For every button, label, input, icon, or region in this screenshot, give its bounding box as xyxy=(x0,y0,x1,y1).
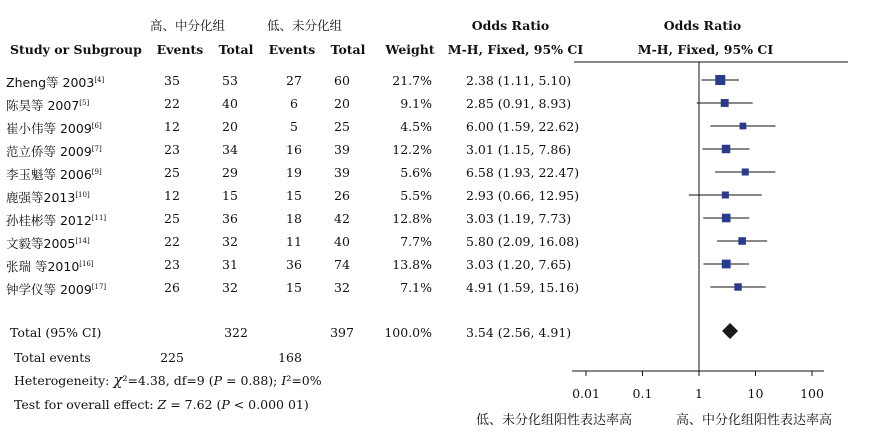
plot-method-column-header: M-H, Fixed, 95% CI xyxy=(637,42,774,57)
i2-value: ²=0% xyxy=(286,373,322,388)
total1-cell: 40 xyxy=(222,96,238,111)
events1-cell: 26 xyxy=(164,280,180,295)
study-reference: [7] xyxy=(91,145,102,153)
weight-cell: 12.2% xyxy=(392,142,432,157)
total1-cell: 15 xyxy=(222,188,238,203)
total1-cell: 34 xyxy=(222,142,238,157)
z-value: = 7.62 ( xyxy=(166,397,222,412)
total2-column-header: Total xyxy=(330,42,366,57)
total2-cell: 60 xyxy=(334,73,350,88)
total2-cell: 32 xyxy=(334,280,350,295)
odds-ratio-header-left: Odds Ratio xyxy=(471,18,550,33)
x-axis-tick-label: 100 xyxy=(800,386,824,401)
events1-cell: 23 xyxy=(164,142,180,157)
study-label: 崔小伟等 2009 xyxy=(6,121,92,136)
total1-cell: 29 xyxy=(222,165,238,180)
events2-cell: 11 xyxy=(286,234,302,249)
weight-cell: 5.6% xyxy=(400,165,432,180)
x-axis-tick-label: 10 xyxy=(747,386,764,401)
odds-ratio-header-right: Odds Ratio xyxy=(663,18,742,33)
events1-cell: 35 xyxy=(164,73,180,88)
total-label: Total (95% CI) xyxy=(10,325,102,340)
weight-cell: 21.7% xyxy=(392,73,432,88)
study-reference: [4] xyxy=(94,76,105,84)
total2-cell: 39 xyxy=(334,142,350,157)
weight-column-header: Weight xyxy=(385,42,435,57)
effect-marker xyxy=(734,283,741,290)
events2-cell: 27 xyxy=(286,73,302,88)
effect-marker xyxy=(740,123,747,130)
events1-cell: 25 xyxy=(164,165,180,180)
ci-text-cell: 5.80 (2.09, 16.08) xyxy=(466,234,580,249)
total2-cell: 20 xyxy=(334,96,350,111)
total-weight: 100.0% xyxy=(384,325,432,340)
study-label: 李玉魁等 2006 xyxy=(6,167,92,182)
total-events1-value: 225 xyxy=(160,350,184,365)
overall-p-value: < 0.000 01) xyxy=(229,397,309,412)
effect-marker xyxy=(738,237,746,245)
method-column-header: M-H, Fixed, 95% CI xyxy=(447,42,584,57)
weight-cell: 4.5% xyxy=(400,119,432,134)
favours-left-label: 低、未分化组阳性表达率高 xyxy=(476,413,633,428)
p-symbol: P xyxy=(213,373,223,388)
ci-text-cell: 3.03 (1.19, 7.73) xyxy=(466,211,572,226)
ci-text-cell: 6.58 (1.93, 22.47) xyxy=(466,165,580,180)
events2-cell: 15 xyxy=(286,280,302,295)
study-reference: [17] xyxy=(91,283,107,291)
study-reference: [9] xyxy=(91,168,102,176)
p-value: = 0.88); xyxy=(222,373,282,388)
study-reference: [10] xyxy=(75,191,90,199)
weight-cell: 7.1% xyxy=(400,280,432,295)
events2-cell: 6 xyxy=(290,96,298,111)
events2-cell: 18 xyxy=(286,211,302,226)
ci-text-cell: 2.93 (0.66, 12.95) xyxy=(466,188,580,203)
study-reference: [5] xyxy=(79,99,90,107)
study-label: Zheng等 2003 xyxy=(6,75,95,90)
study-reference: [14] xyxy=(75,237,90,245)
weight-cell: 7.7% xyxy=(400,234,432,249)
favours-right-label: 高、中分化组阳性表达率高 xyxy=(676,413,833,428)
study-column-header: Study or Subgroup xyxy=(10,42,142,57)
total1-cell: 36 xyxy=(222,211,238,226)
study-label: 孙桂彬等 2012 xyxy=(6,213,92,228)
total1-cell: 20 xyxy=(222,119,238,134)
events1-cell: 12 xyxy=(164,188,180,203)
study-reference: [6] xyxy=(91,122,102,130)
total2-cell: 39 xyxy=(334,165,350,180)
study-reference: [16] xyxy=(79,260,94,268)
study-label: 文毅等2005 xyxy=(6,236,76,251)
events2-cell: 36 xyxy=(286,257,302,272)
effect-marker xyxy=(722,145,730,153)
events2-cell: 16 xyxy=(286,142,302,157)
total2-cell: 40 xyxy=(334,234,350,249)
study-label: 陈昊等 2007 xyxy=(6,98,80,113)
overall-p-symbol: P xyxy=(221,397,230,412)
ci-text-cell: 2.38 (1.11, 5.10) xyxy=(466,73,572,88)
events2-cell: 15 xyxy=(286,188,302,203)
effect-marker xyxy=(722,214,731,223)
ci-text-cell: 4.91 (1.59, 15.16) xyxy=(466,280,580,295)
total2-cell: 42 xyxy=(334,211,350,226)
total1-cell: 31 xyxy=(222,257,238,272)
total1-cell: 32 xyxy=(222,280,238,295)
study-label: 钟学仪等 2009 xyxy=(6,282,92,297)
group-high-header: 高、中分化组 xyxy=(150,18,226,33)
effect-marker xyxy=(722,260,731,269)
total-events-label: Total events xyxy=(14,350,91,365)
total1-value: 322 xyxy=(224,325,248,340)
events2-cell: 19 xyxy=(286,165,302,180)
total1-column-header: Total xyxy=(218,42,254,57)
chi-symbol: χ xyxy=(113,371,123,389)
weight-cell: 13.8% xyxy=(392,257,432,272)
z-symbol: Z xyxy=(157,397,167,412)
ci-text-cell: 3.03 (1.20, 7.65) xyxy=(466,257,572,272)
effect-marker xyxy=(715,75,725,85)
i2-symbol: I xyxy=(281,373,287,388)
total2-cell: 26 xyxy=(334,188,350,203)
total2-cell: 74 xyxy=(334,257,350,272)
effect-marker xyxy=(721,99,729,107)
x-axis-tick-label: 1 xyxy=(695,386,703,401)
events2-cell: 5 xyxy=(290,119,298,134)
weight-cell: 12.8% xyxy=(392,211,432,226)
total2-value: 397 xyxy=(330,325,354,340)
effect-marker xyxy=(722,191,729,198)
x-axis-tick-label: 0.01 xyxy=(572,386,600,401)
events1-cell: 23 xyxy=(164,257,180,272)
weight-cell: 9.1% xyxy=(400,96,432,111)
group-low-header: 低、未分化组 xyxy=(267,18,343,33)
total-ci-text: 3.54 (2.56, 4.91) xyxy=(466,325,572,340)
overall-label: Test for overall effect: xyxy=(14,397,158,412)
events1-cell: 12 xyxy=(164,119,180,134)
total-events2-value: 168 xyxy=(278,350,302,365)
ci-text-cell: 6.00 (1.59, 22.62) xyxy=(466,119,580,134)
pooled-diamond xyxy=(722,323,738,339)
events1-cell: 25 xyxy=(164,211,180,226)
heterogeneity-label: Heterogeneity: xyxy=(14,373,114,388)
weight-cell: 5.5% xyxy=(400,188,432,203)
events1-cell: 22 xyxy=(164,234,180,249)
x-axis-tick-label: 0.1 xyxy=(632,386,653,401)
study-label: 范立侨等 2009 xyxy=(6,144,92,159)
total2-cell: 25 xyxy=(334,119,350,134)
events1-cell: 22 xyxy=(164,96,180,111)
study-reference: [11] xyxy=(91,214,107,222)
events1-column-header: Events xyxy=(156,42,204,57)
total1-cell: 53 xyxy=(222,73,238,88)
ci-text-cell: 3.01 (1.15, 7.86) xyxy=(466,142,572,157)
effect-marker xyxy=(742,168,749,175)
ci-text-cell: 2.85 (0.91, 8.93) xyxy=(466,96,572,111)
study-label: 张瑞 等2010 xyxy=(6,259,80,274)
chi-value: ²=4.38, df=9 ( xyxy=(122,373,214,388)
events2-column-header: Events xyxy=(268,42,316,57)
study-label: 鹿强等2013 xyxy=(6,190,76,205)
total1-cell: 32 xyxy=(222,234,238,249)
